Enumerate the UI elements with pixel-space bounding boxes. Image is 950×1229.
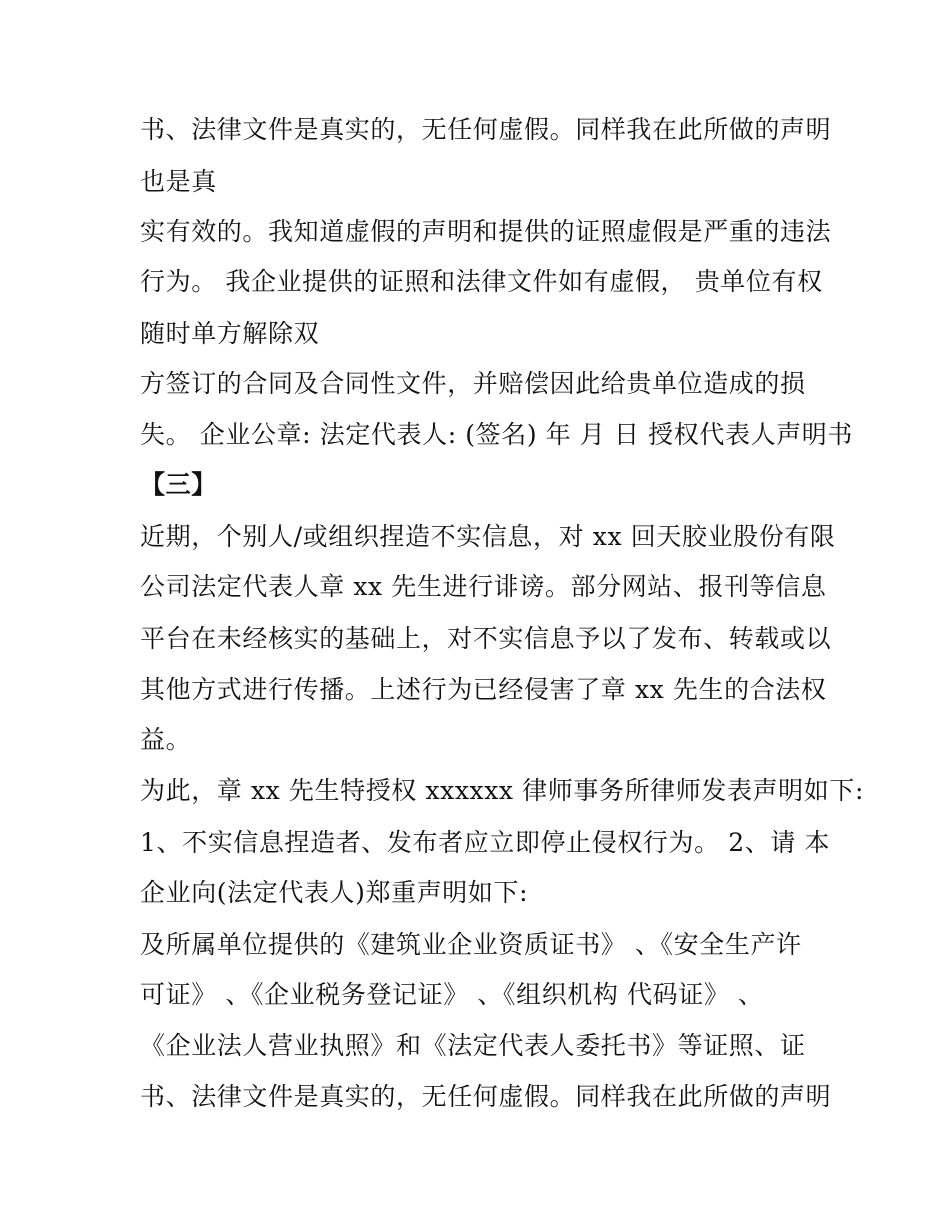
text-line: 书、法律文件是真实的，无任何虚假。同样我在此所做的声明 <box>140 115 832 144</box>
text-line: 为此，章 xx 先生特授权 xxxxxx 律师事务所律师发表声明如下: <box>140 776 865 805</box>
text-line: 《企业法人营业执照》和《法定代表人委托书》等证照、证 <box>140 1031 806 1060</box>
text-line: 行为。 我企业提供的证照和法律文件如有虚假， 贵单位有权 <box>140 267 823 296</box>
text-line: 近期，个别人/或组织捏造不实信息，对 xx 回天胶业股份有限 <box>140 522 836 551</box>
text-line: 企业向(法定代表人)郑重声明如下: <box>140 878 529 907</box>
text-line: 其他方式进行传播。上述行为已经侵害了章 xx 先生的合法权 <box>140 675 827 704</box>
text-line: 1、不实信息捏造者、发布者应立即停止侵权行为。 2、请 本 <box>140 828 831 857</box>
text-line: 书、法律文件是真实的，无任何虚假。同样我在此所做的声明 <box>140 1082 832 1111</box>
text-line: 及所属单位提供的《建筑业企业资质证书》 、《安全生产许 <box>140 930 802 959</box>
section-heading: 【三】 <box>140 470 217 499</box>
text-line: 实有效的。我知道虚假的声明和提供的证照虚假是严重的违法 <box>140 217 832 246</box>
text-line: 公司法定代表人章 xx 先生进行诽谤。部分网站、报刊等信息 <box>140 572 827 601</box>
text-line: 平台在未经核实的基础上，对不实信息予以了发布、转载或以 <box>140 624 832 653</box>
text-line: 可证》 、《企业税务登记证》 、《组织机构 代码证》 、 <box>140 980 764 1009</box>
text-line: 失。 企业公章: 法定代表人: (签名) 年 月 日 授权代表人声明书 <box>140 420 853 449</box>
text-line: 益。 <box>140 725 192 754</box>
text-line: 也是真 <box>140 167 217 196</box>
text-line: 方签订的合同及合同性文件，并赔偿因此给贵单位造成的损 <box>140 369 806 398</box>
text-line: 随时单方解除双 <box>140 319 320 348</box>
